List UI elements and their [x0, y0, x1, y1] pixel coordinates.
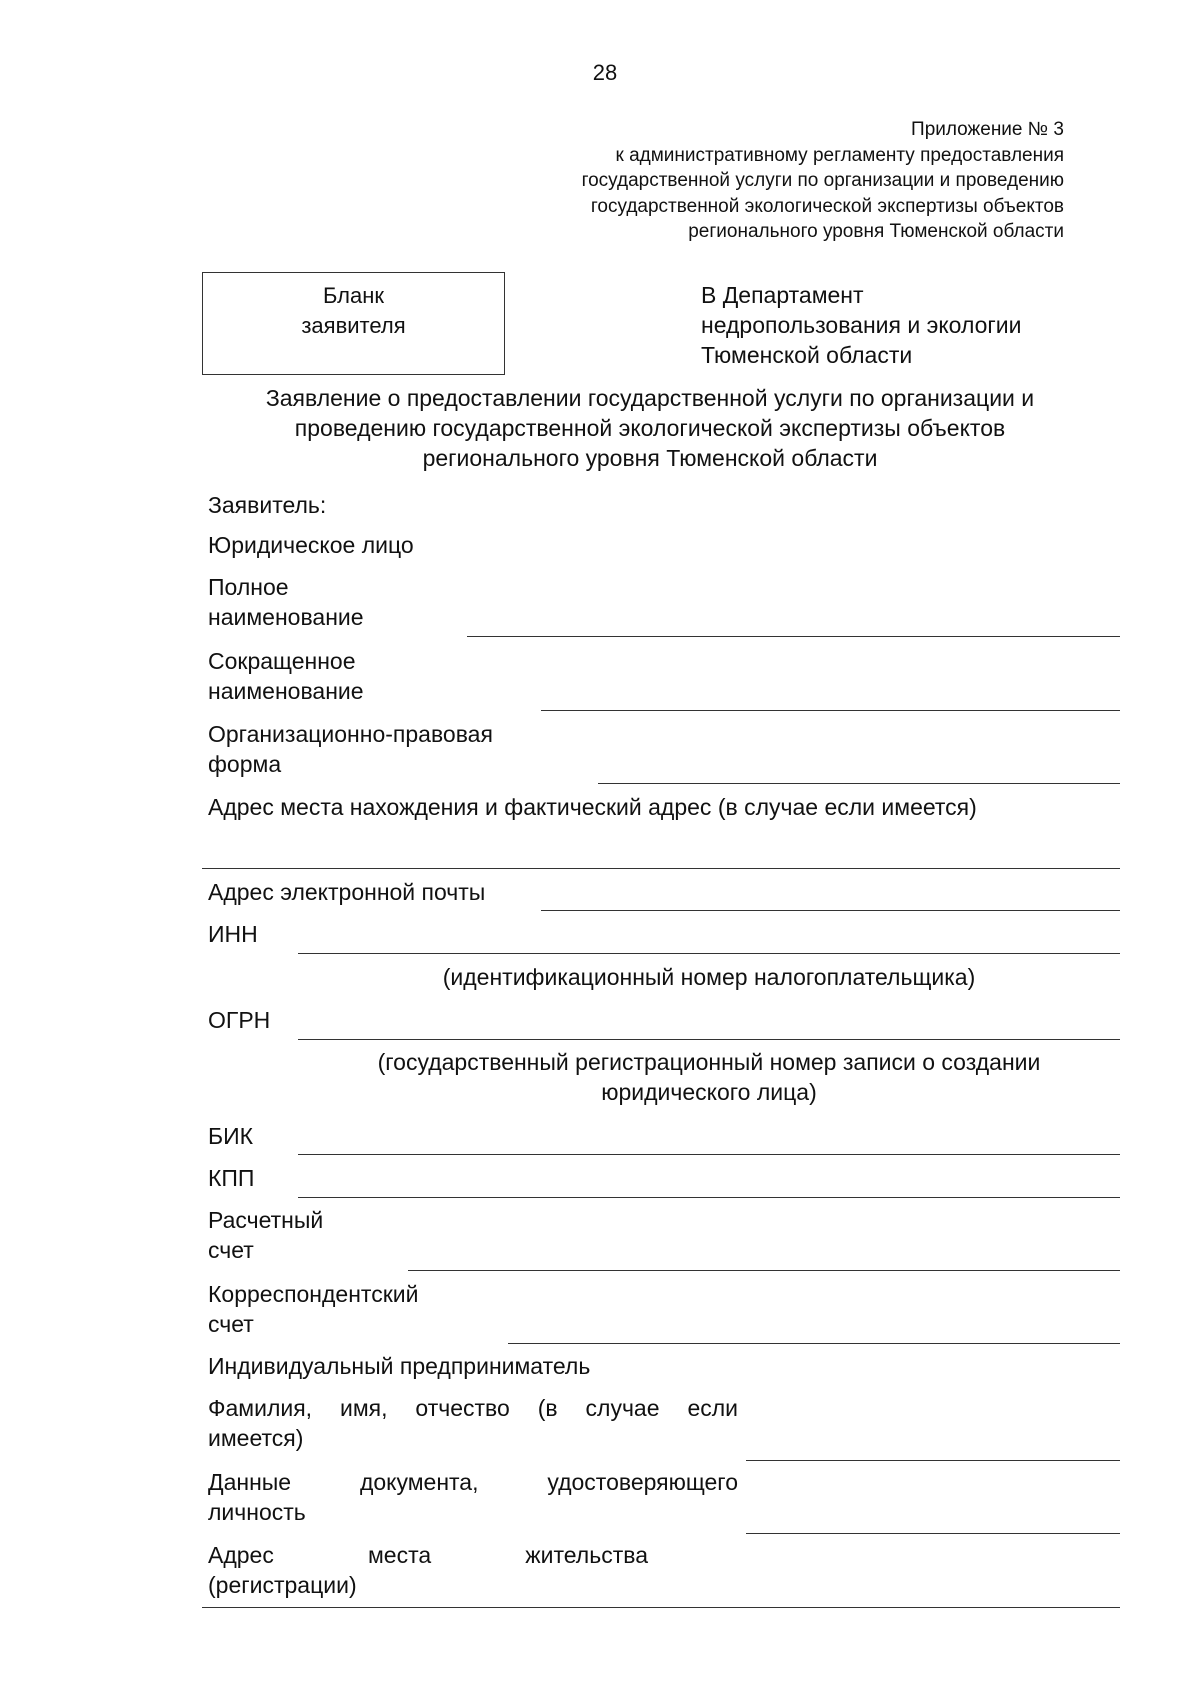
- short-name-field[interactable]: [541, 710, 1120, 711]
- appendix-header: [464, 117, 1064, 245]
- kpp-label: КПП: [208, 1165, 255, 1191]
- appendix-line: Приложение № 3: [911, 119, 1064, 140]
- short-name-label-line: Сокращенное: [208, 648, 356, 674]
- fio-label-line: Фамилия, имя, отчество (в случае если: [208, 1395, 738, 1421]
- inn-field[interactable]: [298, 953, 1120, 954]
- full-name-label-line: наименование: [208, 604, 364, 630]
- recipient-line: Тюменской области: [701, 342, 913, 368]
- blank-box-line: заявителя: [301, 313, 406, 338]
- ogrn-field[interactable]: [298, 1039, 1120, 1040]
- id-document-label: [208, 1467, 738, 1527]
- full-name-field[interactable]: [467, 636, 1120, 637]
- email-label: Адрес электронной почты: [208, 879, 486, 905]
- inn-hint: (идентификационный номер налогоплательщика): [442, 964, 976, 990]
- title-line: регионального уровня Тюменской области: [422, 445, 878, 471]
- full-name-label: [208, 572, 364, 632]
- corr-account-label: [208, 1279, 418, 1339]
- ogrn-hint-line: юридического лица): [601, 1079, 817, 1105]
- appendix-line: государственной экологической экспертизы объектов: [590, 195, 1064, 217]
- recipient-block: [701, 280, 1022, 370]
- legal-form-label: [208, 719, 493, 779]
- corr-account-label-line: счет: [208, 1311, 254, 1337]
- legal-form-field[interactable]: [598, 783, 1120, 784]
- id-document-label-line: личность: [208, 1499, 306, 1525]
- appendix-line: к административному регламенту предоставления: [615, 144, 1064, 166]
- applicant-label: Заявитель:: [208, 492, 327, 518]
- ogrn-hint-line: (государственный регистрационный номер записи о создании: [377, 1049, 1041, 1075]
- account-label-line: Расчетный: [208, 1207, 324, 1233]
- fio-field[interactable]: [746, 1460, 1120, 1461]
- title-line: Заявление о предоставлении государственной услуги по организации и: [265, 385, 1035, 411]
- appendix-line: регионального уровня Тюменской области: [688, 221, 1064, 242]
- id-document-label-line: Данные документа, удостоверяющего: [208, 1469, 738, 1495]
- address-field[interactable]: [202, 868, 1120, 869]
- short-name-label: [208, 646, 364, 706]
- ogrn-hint: [298, 1047, 1120, 1107]
- blank-box-line: Бланк: [322, 283, 385, 308]
- bik-field[interactable]: [298, 1154, 1120, 1155]
- residence-label-line: (регистрации): [208, 1572, 357, 1598]
- legal-form-label-line: Организационно-правовая: [208, 721, 493, 747]
- recipient-line: недропользования и экологии: [701, 312, 1022, 338]
- corr-account-field[interactable]: [508, 1343, 1120, 1344]
- individual-heading: Индивидуальный предприниматель: [208, 1353, 591, 1379]
- short-name-label-line: наименование: [208, 678, 364, 704]
- document-title: [170, 383, 1130, 473]
- appendix-line: государственной услуги по организации и проведению: [581, 170, 1064, 191]
- applicant-letterhead-box: [202, 272, 505, 375]
- residence-field[interactable]: [202, 1607, 1120, 1608]
- legal-entity-heading: Юридическое лицо: [208, 532, 414, 558]
- account-label-line: счет: [208, 1237, 254, 1263]
- bik-label: БИК: [208, 1123, 254, 1149]
- address-label: Адрес места нахождения и фактический адрес (в случае если имеется): [208, 794, 977, 820]
- email-field[interactable]: [541, 910, 1120, 911]
- ogrn-label: ОГРН: [208, 1007, 271, 1033]
- residence-label: [208, 1540, 648, 1600]
- corr-account-label-line: Корреспондентский: [208, 1281, 419, 1307]
- title-line: проведению государственной экологической экспертизы объектов: [294, 415, 1006, 441]
- residence-label-line: Адрес места жительства: [208, 1542, 648, 1568]
- legal-form-label-line: форма: [208, 751, 282, 777]
- recipient-line: В Департамент: [701, 282, 864, 308]
- kpp-field[interactable]: [298, 1197, 1120, 1198]
- inn-label: ИНН: [208, 921, 258, 947]
- fio-label-line: имеется): [208, 1425, 304, 1451]
- fio-label: [208, 1393, 738, 1453]
- account-field[interactable]: [408, 1270, 1120, 1271]
- account-label: [208, 1205, 323, 1265]
- id-document-field[interactable]: [746, 1533, 1120, 1534]
- page-number: 28: [592, 60, 618, 85]
- full-name-label-line: Полное: [208, 574, 289, 600]
